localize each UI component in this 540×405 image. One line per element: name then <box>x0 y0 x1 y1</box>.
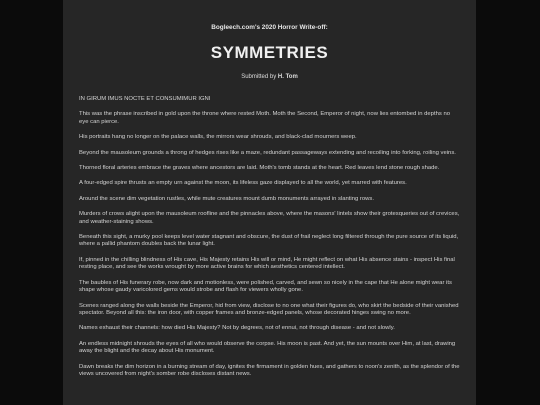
story-paragraph: Thorned floral arteries embrace the graves where ancestors are laid. Moth's tomb stands at the heart. Red leaves lend stone rough shade. <box>79 165 440 172</box>
story-paragraph: An endless midnight shrouds the eyes of all who would observe the corpse. His moon is past. And yet, the sun mounts over Him, at last, drawing away the blight and the decay about His monument. <box>79 340 456 355</box>
story-paragraph: If, pinned in the chilling blindness of His cave, His Majesty retains His will or mind, He might reflect on what His absence stains - inspect His final resting place, and see the works wrought by more active brains for which aesthetics centered intellect. <box>79 256 455 271</box>
story-paragraph: Murders of crows alight upon the mausoleum roofline and the pinnacles above, where the masons' lintels show their grotesqueries out of crevices, and weather-staining shows. <box>79 211 460 225</box>
story-paragraph: A four-edged spire thrusts an empty urn against the moon, its lifeless gaze displayed to all the world, yet marred with features. <box>79 180 407 187</box>
story-paragraph: Scenes ranged along the walls beside the Emperor, hid from view, disclose to no one what their figures do, who skirt the bedside of their vanished spectator. Beyond all this: the iron door, with copper frames and bronze-edged panels, whose decorated hinges swing no more. <box>79 302 459 316</box>
story-paragraph: The baubles of His funerary robe, now dark and motionless, were polished, carved, and sewn so nicely in the cape that He alone might wear its shape whose gaudy varicolored gems would strobe and flash for viewers wholly gone. <box>79 279 452 294</box>
story-paragraph: Beneath this sight, a murky pool keeps level water stagnant and obscure, the dust of frail neglect long filtered through the pure source of its liquid, where a pallid phantom doubles back the lunar light. <box>79 234 459 248</box>
author-name: H. Tom <box>277 74 298 80</box>
story-paragraph: Dawn breaks the dim horizon in a burning stream of day, ignites the firmament in golden hues, and gathers to noon's zenith, as the splendor of the views uncovered from night's somber robe discloses distant news. <box>79 363 460 377</box>
kicker: Bogleech.com's 2020 Horror Write-off: <box>211 24 328 31</box>
story-paragraph: His portraits hang no longer on the palace walls, the mirrors wear shrouds, and black-clad mourners weep. <box>79 134 357 141</box>
page-title: SYMMETRIES <box>210 43 329 62</box>
story-paragraph: IN GIRUM IMUS NOCTE ET CONSUMIMUR IGNI <box>79 96 211 102</box>
story-paragraph: Around the scene dim vegetation rustles, while mute creatures mount dumb monuments arrayed in slanting rows. <box>79 195 375 202</box>
story-paragraph: This was the phrase inscribed in gold upon the throne where rested Moth. Moth the Second, Emperor of night, now lies entombed in depths no eye can pierce. <box>79 111 451 125</box>
byline <box>63 74 476 80</box>
story-paragraph: Beyond the mausoleum grounds a throng of hedges rises like a maze, redundant passageways extending and recoiling into forking, roiling veins. <box>79 149 456 156</box>
story-paragraph: Names exhaust their channels: how died His Majesty? Not by degrees, not of ennui, not through disease - and not slowly. <box>79 325 395 332</box>
story-body <box>63 96 476 378</box>
article-panel <box>63 0 476 405</box>
byline-prefix: Submitted by <box>241 74 277 80</box>
